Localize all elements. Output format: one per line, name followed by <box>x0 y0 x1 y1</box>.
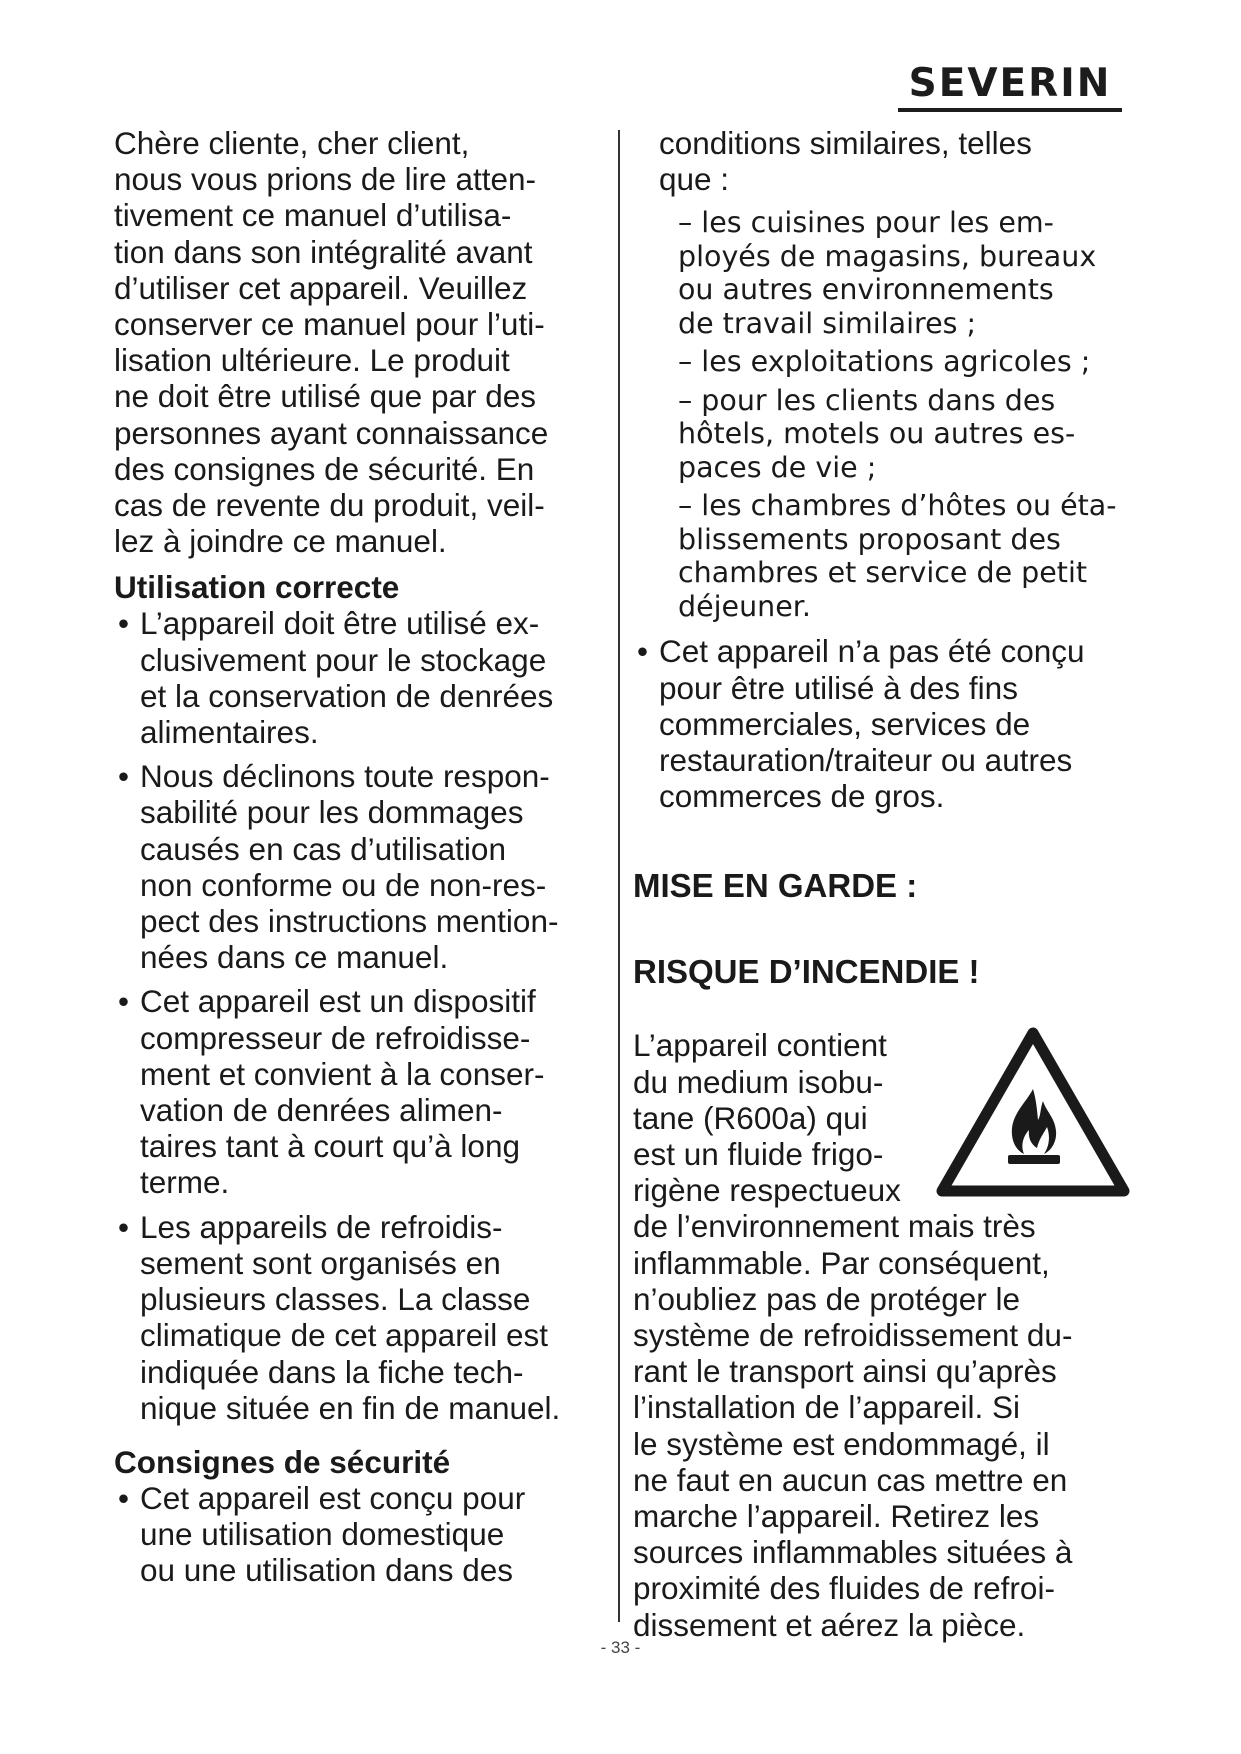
warning-line-11: l’installation de l’appareil. Si <box>633 1389 1020 1426</box>
warning-title-line-2: RISQUE D’INCENDIE ! <box>633 953 980 991</box>
warning-line-4: est un fluide frigo- <box>633 1136 884 1173</box>
safety-bullet-1-start: • Cet appareil est conçu pour une utilisation domestique ou une utilisation dans des <box>114 1480 614 1589</box>
intro-paragraph: Chère cliente, cher client, nous vous prions de lire atten- tivement ce manuel d’utilisa- tion dans son intégralité avant d’utiliser cet appareil. Veuillez conserver ce manuel pour l’uti- lisation ultérieure. Le produit ne doit être utilisé que par des personnes ayant connaissance des consignes de sécurité. En cas de revente du produit, veil- lez à joindre ce manuel. <box>114 125 549 560</box>
usage-bullet-1: • L’appareil doit être utilisé ex- clusivement pour le stockage et la conservation de denrées alimentaires. <box>114 605 614 750</box>
safety-sub-item-3: – pour les clients dans des hôtels, motels ou autres es- paces de vie ; <box>678 383 1076 484</box>
flammable-warning-icon <box>936 1027 1130 1199</box>
warning-line-17: dissement et aérez la pièce. <box>633 1606 1026 1643</box>
warning-line-12: le système est endommagé, il <box>633 1425 1050 1462</box>
usage-bullet-4: • Les appareils de refroidis- sement sont organisés en plusieurs classes. La classe climatique de cet appareil est indiquée dans la fiche tech- nique située en fin de manuel. <box>114 1209 614 1426</box>
warning-line-7: inflammable. Par conséquent, <box>633 1244 1050 1281</box>
warning-title-line-1: MISE EN GARDE : <box>633 867 918 905</box>
warning-line-3: tane (R600a) qui <box>633 1099 868 1136</box>
safety-sub-item-2: – les exploitations agricoles ; <box>678 345 1091 379</box>
safety-sub-item-4: – les chambres d’hôtes ou éta- blissements proposant des chambres et service de petit déjeuner. <box>678 489 1117 623</box>
safety-heading: Consignes de sécurité <box>114 1443 451 1480</box>
brand-logo-text: SEVERIN <box>908 61 1112 106</box>
warning-line-1: L’appareil contient <box>633 1027 887 1064</box>
page-number: - 33 - <box>600 1638 641 1657</box>
safety-bullet-2: • Cet appareil n’a pas été conçu pour être utilisé à des fins commerciales, services de restauration/traiteur ou autres commerces de gros. <box>633 633 1163 814</box>
warning-line-15: sources inflammables situées à <box>633 1534 1073 1571</box>
safety-sub-item-1: – les cuisines pour les em- ployés de magasins, bureaux ou autres environnements de travail similaires ; <box>678 206 1097 340</box>
warning-line-14: marche l’appareil. Retirez les <box>633 1498 1040 1535</box>
warning-line-2: du medium isobu- <box>633 1063 884 1100</box>
warning-body <box>633 1027 1163 1642</box>
warning-line-10: rant le transport ainsi qu’après <box>633 1353 1057 1390</box>
usage-bullet-2: • Nous déclinons toute respon- sabilité pour les dommages causés en cas d’utilisation non conforme ou de non-res- pect des instructions mention- nées dans ce manuel. <box>114 758 614 975</box>
usage-bullet-3: • Cet appareil est un dispositif compresseur de refroidisse- ment et convient à la conser- vation de denrées alimen- taires tant à court qu’à long terme. <box>114 983 614 1200</box>
warning-line-6: de l’environnement mais très <box>633 1208 1036 1245</box>
warning-line-8: n’oubliez pas de protéger le <box>633 1280 1021 1317</box>
warning-line-13: ne faut en aucun cas mettre en <box>633 1461 1068 1498</box>
safety-bullet-1-continued: conditions similaires, telles que : <box>659 125 1032 198</box>
warning-line-16: proximité des fluides de refroi- <box>633 1570 1055 1607</box>
left-column <box>114 125 614 1589</box>
warning-title <box>633 830 1163 1027</box>
warning-line-5: rigène respectueux <box>633 1172 901 1209</box>
brand-logo <box>898 62 1122 112</box>
usage-heading: Utilisation correcte <box>114 569 400 606</box>
warning-line-9: système de refroidissement du- <box>633 1317 1073 1354</box>
column-divider <box>618 130 620 1622</box>
right-column <box>633 125 1163 1643</box>
brand-underline <box>898 108 1122 112</box>
